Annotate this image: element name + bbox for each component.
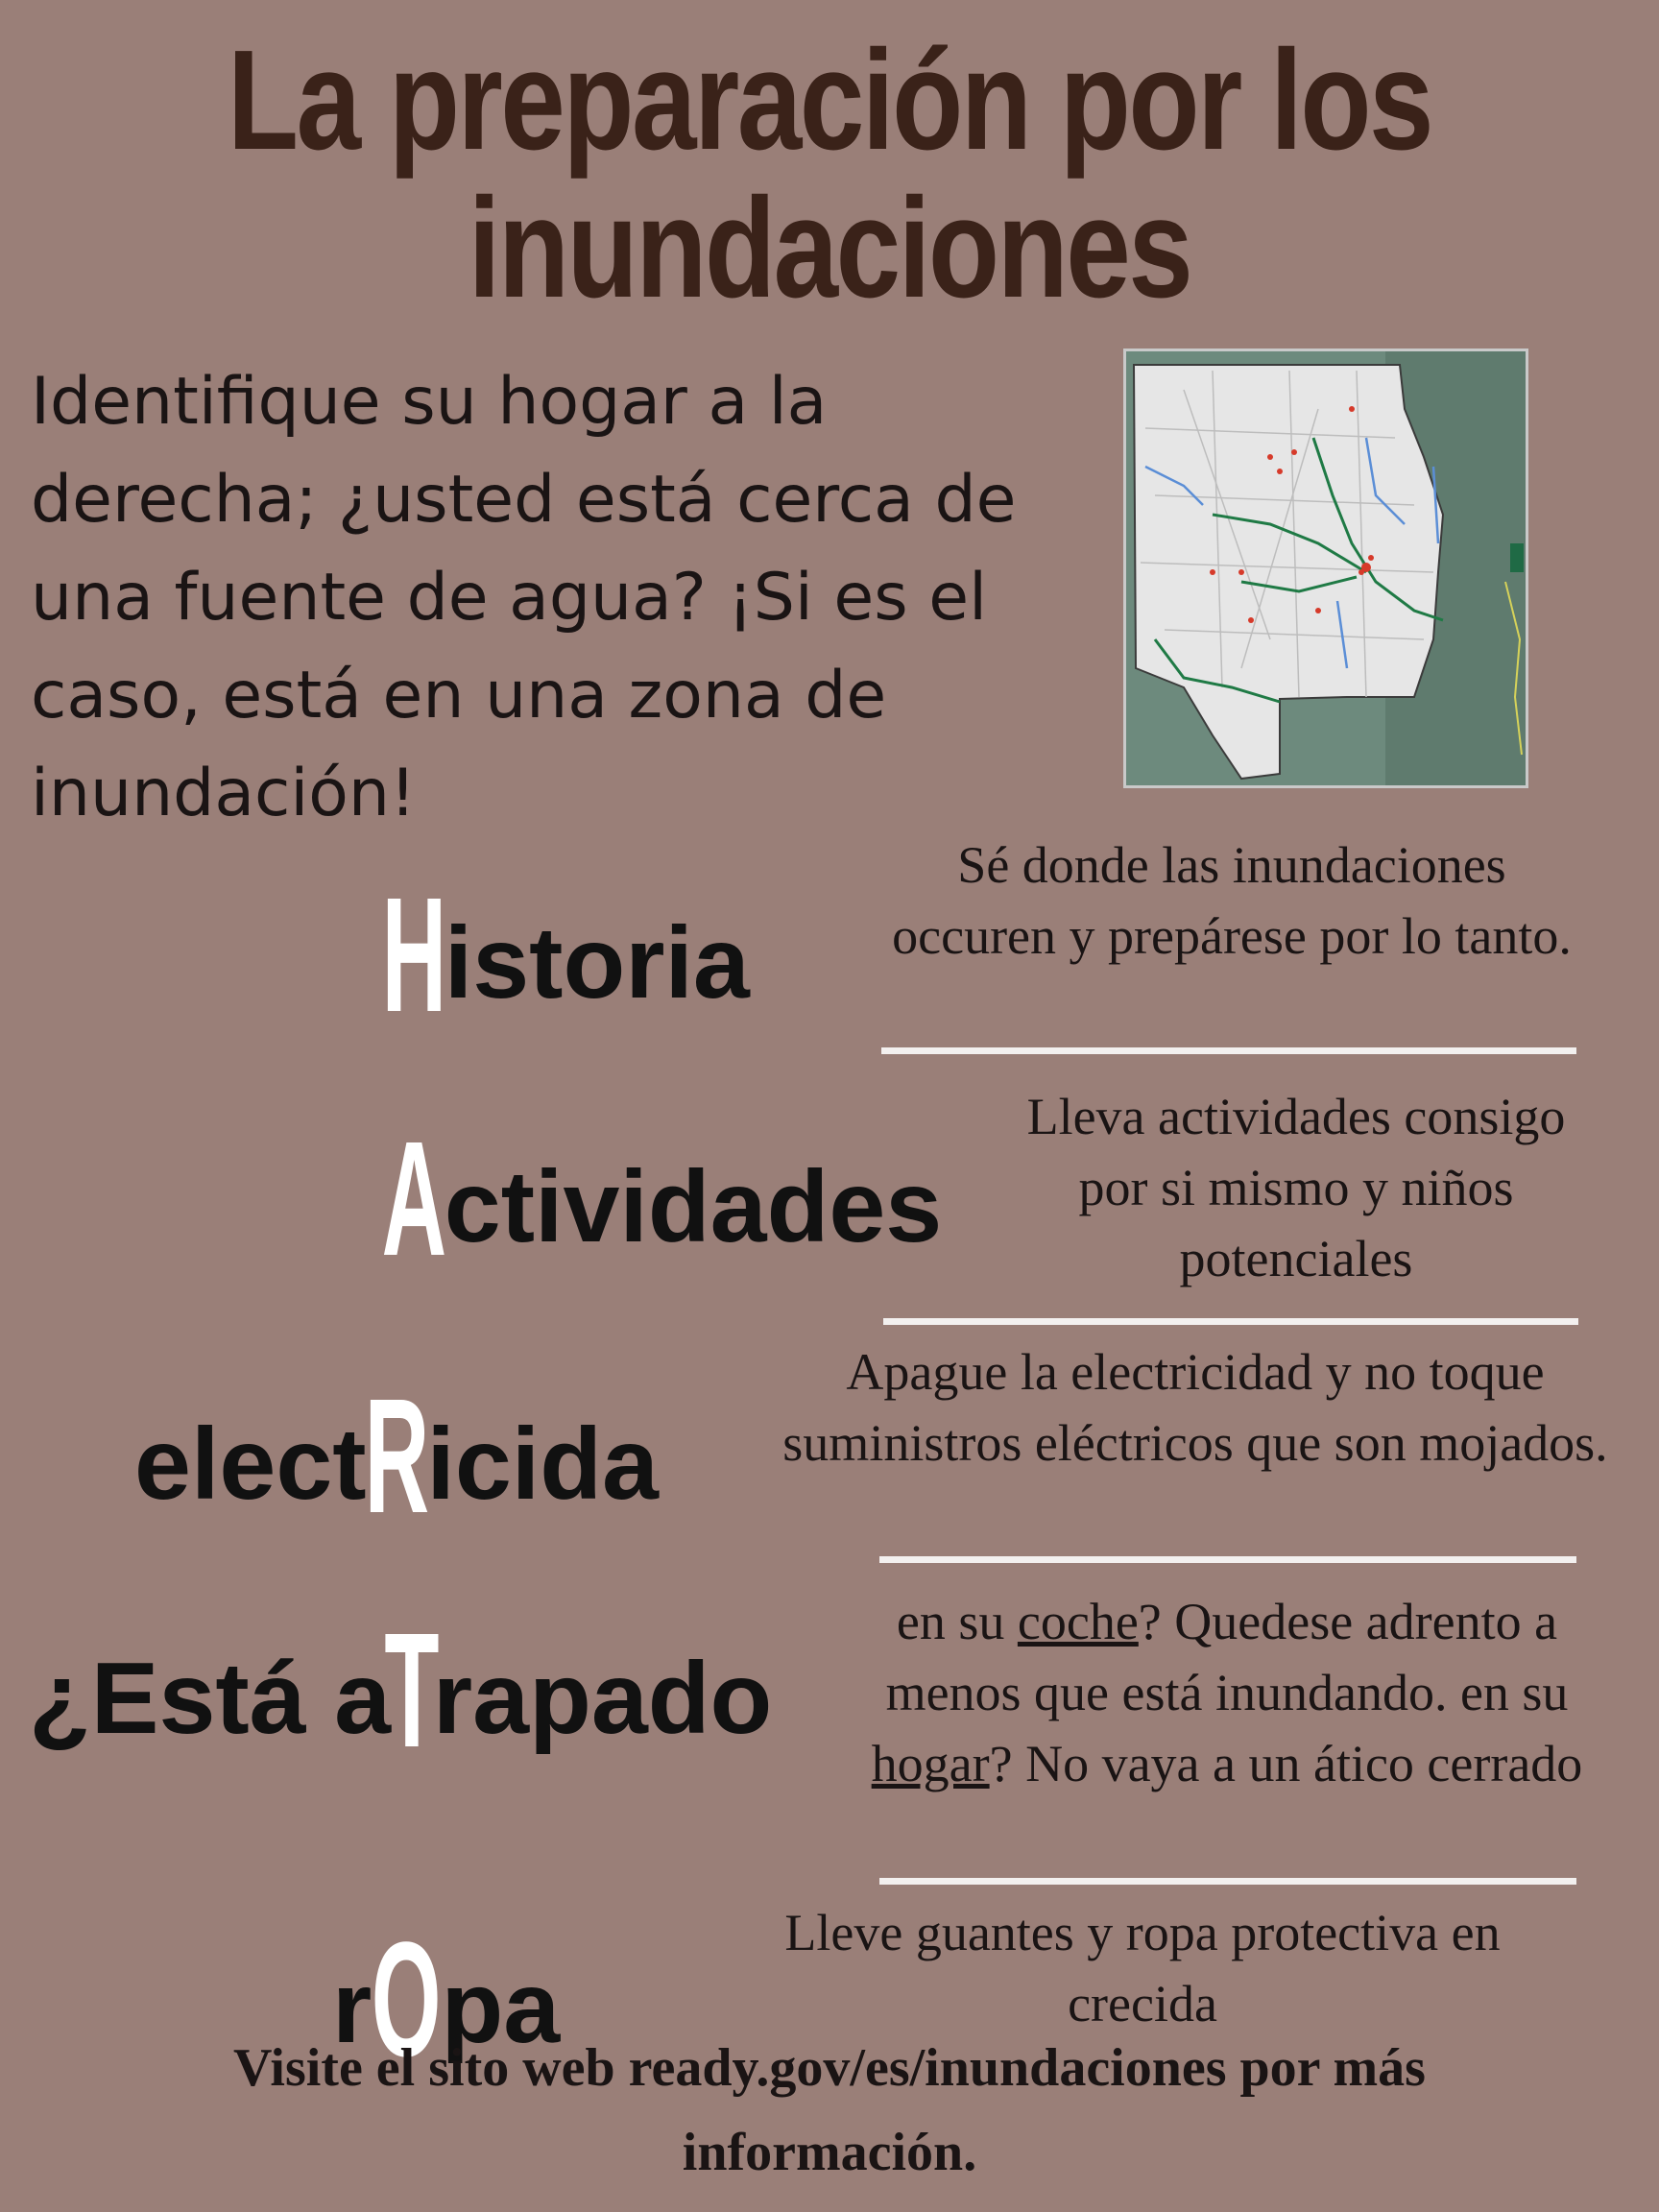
desc-text: ? Quedese adrento a menos que está inundando. en su [885, 1593, 1569, 1721]
map-illustration [1126, 351, 1526, 785]
divider-2 [883, 1318, 1578, 1325]
desc-underlined-coche: coche [1017, 1593, 1139, 1650]
divider-1 [881, 1047, 1576, 1054]
acrostic-letter-o: O [372, 1909, 442, 2091]
title-line-2: inundaciones [468, 169, 1191, 327]
footer-website-note: Visite el sito web ready.gov/es/inundaciones por más información. [233, 2038, 1426, 2182]
acrostic-letter-t: T [384, 1599, 440, 1782]
acrostic-letter-r: R [364, 1365, 429, 1548]
acrostic-suffix: icida [426, 1407, 659, 1521]
title-line-1: La preparación por los [227, 21, 1432, 180]
desc-text: ? No vaya a un ático cerrado [989, 1735, 1583, 1792]
acrostic-word-atrapado [29, 1599, 773, 1782]
acrostic-suffix: pa [441, 1951, 561, 2064]
divider-4 [879, 1878, 1576, 1885]
acrostic-prefix: r [332, 1951, 373, 2064]
acrostic-letter-a: A [381, 1108, 447, 1290]
flood-map-image [1123, 349, 1528, 788]
acrostic-suffix: ctividades [444, 1150, 943, 1263]
acrostic-desc-atrapado [824, 1586, 1630, 1799]
acrostic-letter-h: H [381, 864, 447, 1046]
page-title [150, 21, 1510, 327]
acrostic-suffix: istoria [444, 906, 750, 1020]
divider-3 [879, 1556, 1576, 1563]
acrostic-word-electricida [134, 1365, 659, 1548]
acrostic-word-actividades [381, 1108, 943, 1290]
intro-text: Identifique su hogar a la derecha; ¿usted está cerca de una fuente de agua? ¡Si es el caso, está en una zona de inundación! [31, 364, 1017, 831]
acrostic-desc-historia: Sé donde las inundaciones occuren y prepárese por lo tanto. [892, 836, 1572, 965]
acrostic-prefix: ¿Está a [29, 1642, 392, 1755]
acrostic-prefix: elect [134, 1407, 367, 1521]
acrostic-word-historia [381, 864, 750, 1046]
acrostic-desc-actividades: Lleva actividades consigo por si mismo y niños potenciales [1026, 1088, 1566, 1287]
desc-text: en su [896, 1593, 1018, 1650]
acrostic-suffix: rapado [432, 1642, 773, 1755]
desc-underlined-hogar: hogar [871, 1735, 990, 1792]
acrostic-desc-ropa: Lleve guantes y ropa protectiva en crecida [784, 1904, 1501, 2032]
acrostic-desc-electricidad: Apague la electricidad y no toque suministros eléctricos que son mojados. [782, 1343, 1608, 1472]
